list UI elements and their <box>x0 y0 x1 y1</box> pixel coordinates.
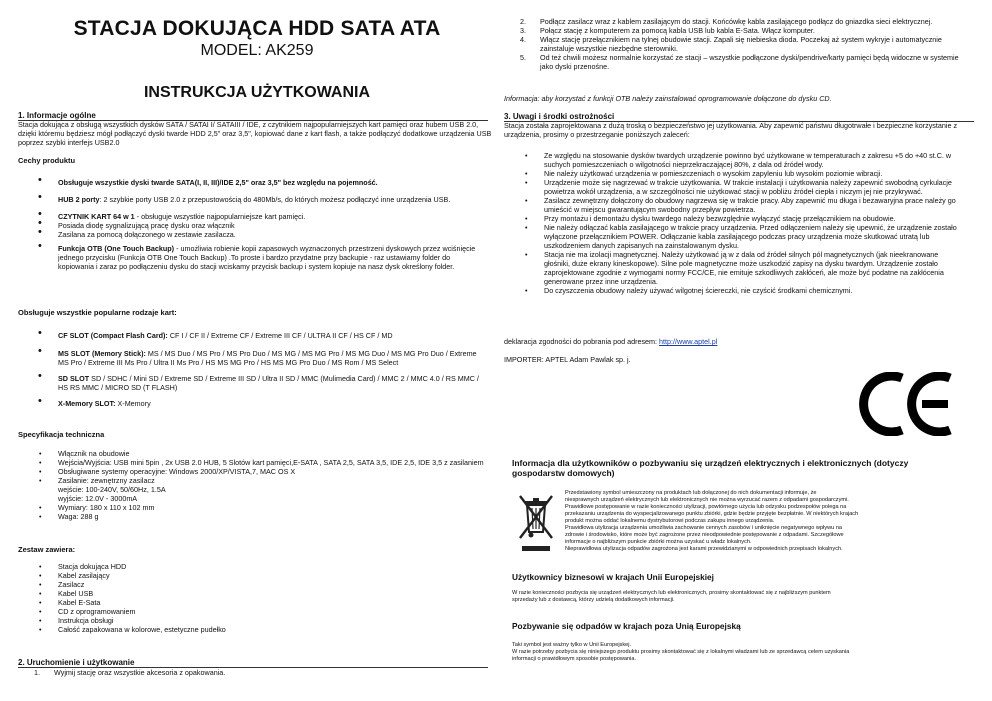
set-item: • Całość zapakowana w kolorowe, estetyczne pudełko <box>18 625 488 634</box>
section-3-intro: Stacja została zaprojektowana z dużą troską o bezpieczeństwo jej użytkowania. Aby zapewnić państwu długotrwałe i bezpieczne korzystanie z urządzenia, prosimy o przestrzeganie poniższych zaleceń: <box>504 121 958 139</box>
section-1-intro: Stacja dokująca z obsługą wszystkich dysków SATA / SATAI I/ SATAIII / IDE, z czytnikiem najpopularniejszych kart pamięci oraz hubem USB 2.0, dzięki któremu będziesz mógł podłączyć dyski twarde HDD 2,5" oraz 3,5", kopiować dane z kart flash, a także podłączyć dodatkowe urządzenia USB poprzez szybki interfejs USB2.0 <box>18 120 492 147</box>
spec-item: • Wymiary: 180 x 110 x 102 mm <box>18 503 488 512</box>
precautions-list <box>504 151 959 295</box>
set-heading: Zestaw zawiera: <box>18 545 76 554</box>
importer-line: IMPORTER: APTEL Adam Pawlak sp. j. <box>504 355 631 364</box>
feature-item: • CZYTNIK KART 64 w 1 - obsługuje wszystkie najpopularniejsze kart pamięci. <box>18 212 488 221</box>
weee-body: Przedstawiony symbol umieszczony na produktach lub dołączonej do nich dokumentacji informuje, że niesprawnych urządzeń elektrycznych lub elektronicznych nie można wyrzucać razem z odpadami gospodarczymi. Prawidłowe postępowanie w razie konieczności utylizacji, powtórnego użycia lub odzysku podzespołów polega na przekazaniu urządzenia do wyspecjalizowanego punktu zbiórki, gdzie będzie przyjęte bezpłatnie. W niektórych krajach produkt można oddać lokalnemu dystrybutorowi podczas zakupu innego urządzenia. Prawidłowa utylizacja urządzenia umożliwia zachowanie cennych zasobów i uniknięcie negatywnego wpływu na zdrowie i środowisko, które może być zagrożone przez nieodpowiednie postępowanie z odpadami. Szczegółowe informacje o najbliższym punkcie zbiórki można uzyskać u władz lokalnych. Nieprawidłowa utylizacja odpadów zagrożona jest karami przewidzianymi w odpowiednich przepisach lokalnych. <box>565 490 859 552</box>
precaution-item: • Urządzenie może się nagrzewać w trakcie użytkowania. W trakcie instalacji i użytkowania należy zapewnić swobodną cyrkulacje powietrza wokół urządzenia, a w szczególności nie użytkować stacji w pobliżu źródeł ciepła i niczym jej nie przykrywać. <box>504 178 959 196</box>
precaution-item: • Nie należy użytkować urządzenia w pomieszczeniach o wysokim zapyleniu lub wysokim poziomie wibracji. <box>504 169 959 178</box>
crossed-bin-icon <box>516 492 556 554</box>
spec-item: • Włącznik na obudowie <box>18 449 488 458</box>
outside-eu-body: Taki symbol jest ważny tylko w Unii Europejskej. W razie potrzeby pozbycia się niniejszego produktu prosimy skontaktować się z lokalnymi władzami lub ze sprzedawcą celem uzyskania informacji o prawidłowym sposobie postępowania. <box>512 642 850 662</box>
precaution-item: • Ze względu na stosowanie dysków twardych urządzenie powinno być użytkowane w temperaturach z zakresu +5 do +40 st.C. w suchych pomieszczeniach o wilgotności nieprzekraczającej 80%, z dala od źródeł wody. <box>504 151 959 169</box>
steps-list-part1 <box>18 668 488 677</box>
feature-item: • Funkcja OTB (One Touch Backup) - umożliwia robienie kopii zapasowych wyznaczonych przestrzeni dyskowych przez wciśnięcie jednego przycisku (Funkcja OTB One Touch Backup) .To proste i bardzo przydatne przy backupie - raz ustawiamy folder do kopiowania i zaraz po podłączeniu dysku do stacji wciskamy przycisk backup i system kopiuje na nasz dysk określony folder. <box>18 244 488 271</box>
instruction-heading: INSTRUKCJA UŻYTKOWANIA <box>143 84 371 101</box>
precaution-item: • Do czyszczenia obudowy należy używać wilgotnej ściereczki, nie czyścić środkami chemicznymi. <box>504 286 959 295</box>
steps-list-part2 <box>504 17 959 71</box>
spec-item: • Wejścia/Wyjścia: USB mini 5pin , 2x USB 2.0 HUB, 5 Slotów kart pamięci,E-SATA , SATA 2,5, SATA 3,5, IDE 2,5, IDE 3,5 z zasilaniem <box>18 458 488 467</box>
feature-item: • Posiada diodę sygnalizującą pracę dysku oraz włącznik <box>18 221 488 230</box>
set-item: • Kabel E-Sata <box>18 598 488 607</box>
section-1-heading: 1. Informacje ogólne <box>18 111 488 121</box>
feature-item: • Zasilana za pomocą dołączonego w zestawie zasilacza. <box>18 230 488 239</box>
step-item: 5. Od też chwili możesz normalnie korzystać ze stacji – wszystkie podłączone dyski/pendrive/karty pamięci będą widoczne w systemie jako dyski przenośne. <box>520 53 959 71</box>
feature-item: • Obsługuje wszystkie dyski twarde SATA(I, II, III)/IDE 2,5" oraz 3,5" bez względu na pojemność. <box>18 178 488 187</box>
section-2-heading: 2. Uruchomienie i użytkowanie <box>18 658 488 668</box>
set-item: • Zasilacz <box>18 580 488 589</box>
otb-note: Informacja: aby korzystać z funkcji OTB należy zainstalować oprogramowanie dołączone do dysku CD. <box>504 94 832 103</box>
set-item: • Stacja dokująca HDD <box>18 562 488 571</box>
cards-list <box>18 331 488 408</box>
step-item: 1. Wyjmij stację oraz wszystkie akcesoria z opakowania. <box>34 668 226 677</box>
spec-list <box>18 449 488 521</box>
spec-power-out: wyjście: 12.0V - 3000mA <box>58 494 138 503</box>
precaution-item: • Stacja nie ma izolacji magnetycznej. Należy użytkować ją w z dala od źródeł silnych pól magnetycznych (jak nieekranowane głośniki, duże ekrany kineskopowe). Silne pole magnetyczne może uszkodzić zapisy na dysku twardym. Urządzenie zostało zaprojektowane zgodnie z wymogami normy FCC/CE, nie emituje szkodliwych zakłóceń, ale może być podatne na zakłócenia generowane przez inne urządzenia. <box>504 250 959 286</box>
declaration-link[interactable]: http://www.aptel.pl <box>659 337 718 346</box>
model-number: MODEL: AK259 <box>200 42 314 59</box>
business-heading: Użytkownicy biznesowi w krajach Unii Europejskiej <box>512 572 714 582</box>
set-item: • Kabel USB <box>18 589 488 598</box>
section-3-heading: 3. Uwagi i środki ostrożności <box>504 112 974 122</box>
set-list <box>18 562 488 634</box>
spec-item: • Zasilanie: zewnętrzny zasilacz wejście: 100-240V, 50/60Hz, 1.5A wyjście: 12.0V - 3000mA <box>18 476 488 503</box>
card-slot-item: • X-Memory SLOT: X-Memory <box>18 399 488 408</box>
precaution-item: • Nie należy odłączać kabla zasilającego w trakcie pracy urządzenia. Przed odłączeniem należy się upewnić, że urządzenie zostało wyłączone przełącznikiem POWER. Odłączanie kabla zasilającego podczas pracy urządzenia może skutkować utratą lub uszkodzeniem danych zapisanych na zainstalowanym dysku. <box>504 223 959 250</box>
step-item: 4. Włącz stację przełącznikiem na tylnej obudowie stacji. Zapali się niebieska dioda. Poczekaj aż system wykryje i automatycznie zainstaluje wszystkie niezbędne sterowniki. <box>520 35 942 53</box>
precaution-item: • Przy montażu i demontażu dysku twardego należy bezwzględnie wyłączyć stację przełącznikiem na obudowie. <box>504 214 959 223</box>
set-item: • CD z oprogramowaniem <box>18 607 488 616</box>
precaution-item: • Zasilacz zewnętrzny dołączony do obudowy nagrzewa się w trakcie pracy. Aby zapewnić mu długa i bezawaryjna prace należy go umieścić w miejscu gwarantującym swobodny przepływ powietrza. <box>504 196 959 214</box>
set-item: • Instrukcja obsługi <box>18 616 488 625</box>
card-slot-item: • CF SLOT (Compact Flash Card): CF I / CF II / Extreme CF / Extreme III CF / ULTRA II CF / HS CF / MD <box>18 331 488 340</box>
spec-item: • Waga: 288 g <box>18 512 488 521</box>
business-body: W razie konieczności pozbycia się urządzeń elektrycznych lub elektronicznych, prosimy skontaktować się z najbliższym punktem sprzedaży lub z dostawcą, którzy udzielą dodatkowych informacji. <box>512 590 831 603</box>
features-list <box>18 178 488 271</box>
feature-item: • HUB 2 porty: 2 szybkie porty USB 2.0 z przepustowością do 480Mb/s, do których możesz podłączyć inne urządzenia USB. <box>18 195 488 204</box>
card-slot-item: • SD SLOT SD / SDHC / Mini SD / Extreme SD / Extreme III SD / Ultra II SD / MMC (Mulimedia Card) / MMC 2 / MMC 4.0 / RS MMC / HS RS MMC / MICRO SD (T FLASH) <box>18 374 488 392</box>
card-slot-item: • MS SLOT (Memory Stick): MS / MS Duo / MS Pro / MS Pro Duo / MS MG / MS MG Pro / MS MG Duo / MS MG Pro Duo / Extreme MS Pro / Extreme III Ms Pro / Ultra II Ms Pro / HS MS MG Pro / HS MS MG Pro Duo / MS Rom / MS Select <box>18 349 488 367</box>
step-item: 3. Połącz stację z komputerem za pomocą kabla USB lub kabla E-Sata. Włącz komputer. <box>520 26 815 35</box>
spec-heading: Specyfikacja techniczna <box>18 430 105 439</box>
step-item: 2. Podłącz zasilacz wraz z kablem zasilającym do stacji. Końcówkę kabla zasilającego podłącz do gniazdka sieci elektrycznej. <box>520 17 933 26</box>
document-title: STACJA DOKUJĄCA HDD SATA ATA <box>73 17 441 40</box>
spec-power-in: wejście: 100-240V, 50/60Hz, 1.5A <box>58 485 166 494</box>
cards-heading: Obsługuje wszystkie popularne rodzaje kart: <box>18 308 177 317</box>
ce-mark-icon <box>858 372 954 436</box>
outside-eu-heading: Pozbywanie się odpadów w krajach poza Unią Europejską <box>512 621 741 631</box>
declaration-line: deklaracja zgodności do pobrania pod adresem: http://www.aptel.pl <box>504 337 718 346</box>
weee-title: Informacja dla użytkowników o pozbywaniu się urządzeń elektrycznych i elektronicznych (dotyczy gospodarstw domowych) <box>512 458 909 478</box>
features-heading: Cechy produktu <box>18 156 76 165</box>
set-item: • Kabel zasilający <box>18 571 488 580</box>
spec-item: • Obsługiwane systemy operacyjne: Windows 2000/XP/VISTA,7, MAC OS X <box>18 467 488 476</box>
